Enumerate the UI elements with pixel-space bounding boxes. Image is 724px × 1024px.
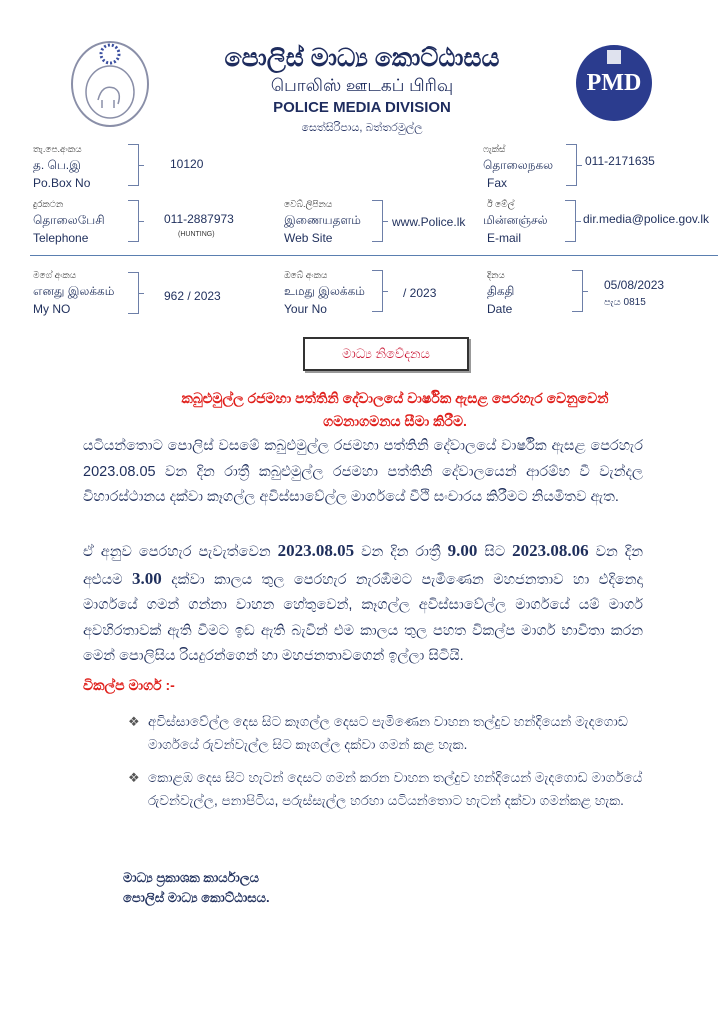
- bracket: [572, 270, 583, 312]
- bracket: [372, 200, 383, 242]
- route-item: ❖ කොළඹ දෙස සිට හැටන් දෙසට ගමන් කරන වාහන තල්දුව හන්දියෙන් මැදගොඩ මාර්ගයේ රුවන්වැල්ල, පනාපිටිය, පරුස්සැල්ල හරහා යටියන්තොට හැටන් දක්වා ගමන්කළ හැක.: [128, 766, 648, 812]
- email-link[interactable]: dir.media@police.gov.lk: [583, 212, 710, 226]
- your-no-label: ඔබේ අංකය உமது இலக்கம் Your No: [284, 270, 365, 316]
- your-no-value: / 2023: [403, 286, 437, 300]
- website-link[interactable]: www.Police.lk: [392, 215, 466, 229]
- org-address: සෙත්සිරිපාය, බත්තරමුල්ල: [301, 122, 423, 134]
- notice-title: මාධ්‍ය නිවේදනය: [303, 337, 469, 371]
- date-value: 05/08/2023: [604, 278, 665, 292]
- route-item: ❖ අවිස්සාවේල්ල දෙස සිට කෑගල්ල දෙසට පැමිණෙන වාහන තල්දුව හන්දියෙන් මැදගොඩ මාර්ගයේ රුවන්වැල්ල සිට කෑගල්ල දක්වා ගමන් කළ හැක.: [128, 710, 648, 756]
- svg-text:PMD: PMD: [586, 70, 642, 96]
- bracket: [566, 144, 577, 186]
- bracket: [128, 144, 139, 186]
- fax-label: ෆැක්ස් தொலைநகல Fax: [483, 144, 554, 190]
- date-label: දිනය திகதி Date: [487, 270, 515, 316]
- signature-line-2: පොලිස් මාධ්‍ය කොට්ඨාසය.: [123, 890, 270, 905]
- org-title-sinhala: පොලිස් මාධ්‍ය කොට්ඨාසය: [224, 44, 500, 72]
- alternate-routes-heading: විකල්ප මාර්ග :-: [83, 677, 175, 693]
- bracket: [128, 200, 139, 242]
- telephone-note: (HUNTING): [178, 231, 215, 238]
- headline-line-2: ගමනාගමනය සීමා කිරීම.: [323, 413, 467, 429]
- telephone-value: 011-2887973: [164, 212, 234, 226]
- website-label: වෙබ්.ලිපිනය இணையதளம் Web Site: [284, 199, 361, 245]
- headline-line-1: කබුළුමුල්ල රජමහා පත්තිනි දේවාලයේ වාර්ෂික ඇසළ පෙරහැර වෙනුවෙන්: [181, 390, 609, 406]
- signature-line-1: මාධ්‍ය ප්‍රකාශක කාර්යාලය: [123, 870, 260, 885]
- paragraph-2: ඒ අනුව පෙරහැර පැවැත්වෙන 2023.08.05 වන දින රාත්‍රී 9.00 සිට 2023.08.06 වන දින අළුයම 3.00 දක්වා කාලය තුල පෙරහැර නැරඹීමට පැමිණෙන මහජනතාව හා එදිනෙදා මාර්ගයේ ගමන් ගන්නා වාහන හේතුවෙන්, කෑගල්ල අවිස්සාවේල්ල මාර්ගයේ යම් මාර්ග අවහිරතාවක් ඇති වීමට ඉඩ ඇති බැවින් එම කාලය තුල පහත විකල්ප මාර්ග භාවිතා කරන මෙන් පොලිසිය රියදුරන්ගෙන් හා මහජනතාවගෙන් ඉල්ලා සිටියි.: [83, 541, 643, 664]
- telephone-label: දුරකථන தொலைபேசி Telephone: [33, 199, 105, 245]
- time-value: පැය 0815: [604, 297, 646, 308]
- pobox-label: තැ.පෙ.අංකය த. பெ.இ Po.Box No: [33, 144, 91, 190]
- bracket: [565, 200, 576, 242]
- bracket: [372, 270, 383, 312]
- my-no-label: මගේ අංකය எனது இலக்கம் My NO: [33, 270, 115, 316]
- divider: [30, 255, 718, 256]
- email-label: ඊ මේල් மின்னஞ்சல் E-mail: [483, 199, 548, 245]
- paragraph-1: යටියන්තොට පොලිස් වසමේ කබුළුමුල්ල රජමහා පත්තිනි දේවාලයේ වාර්ෂික ඇසළ පෙරහැර 2023.08.05 වන දින රාත්‍රී කබුළුමුල්ල රජමහා පත්තිනි දේවාලයෙන් ආරම්භ වී වැන්දල විහාරස්ථානය දක්වා කෑගල්ල අවිස්සාවේල්ල මාර්ගයේ වීථි සංචාරය කිරීමට නියමිතව ඇත.: [83, 438, 643, 505]
- my-no-value: 962 / 2023: [164, 289, 221, 303]
- org-title-english: POLICE MEDIA DIVISION: [273, 99, 451, 116]
- pobox-value: 10120: [170, 157, 204, 171]
- org-title-tamil: பொலிஸ் ஊடகப் பிரிவு: [270, 76, 454, 95]
- fax-value: 011-2171635: [585, 154, 655, 168]
- bracket: [128, 272, 139, 314]
- diamond-bullet-icon: ❖: [128, 714, 140, 729]
- diamond-bullet-icon: ❖: [128, 770, 140, 785]
